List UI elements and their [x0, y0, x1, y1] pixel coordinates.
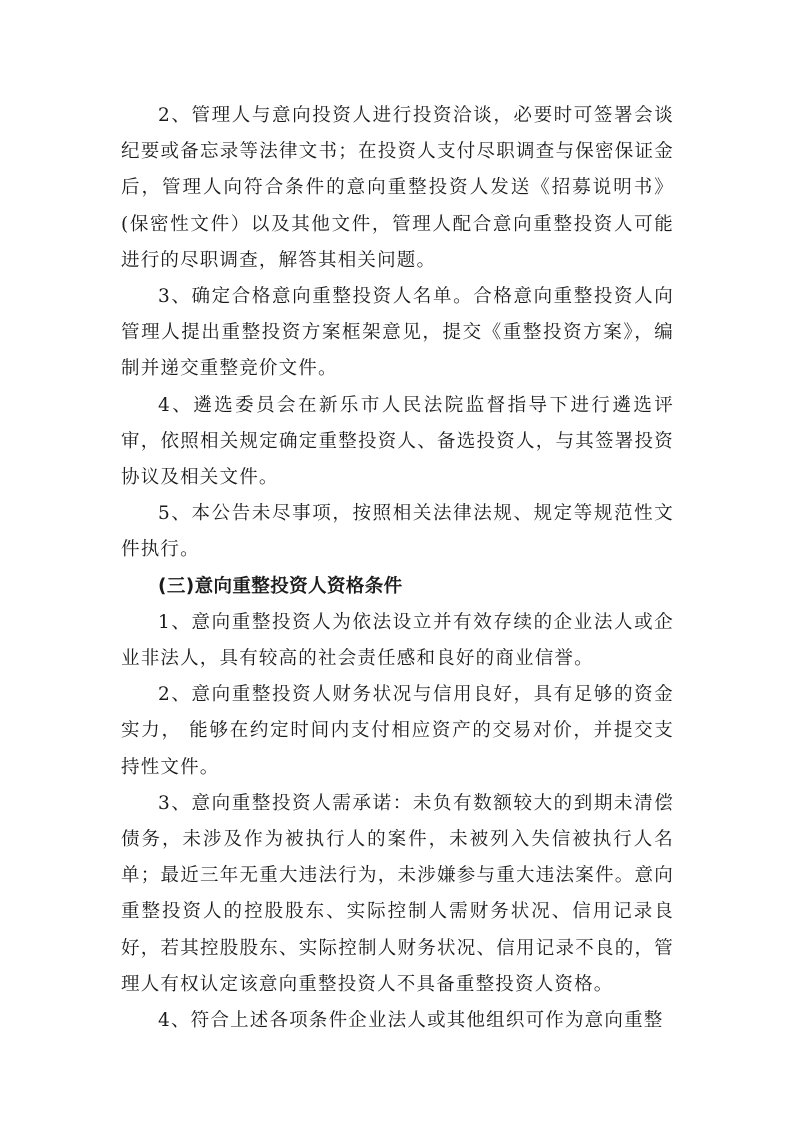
section-heading: (三)意向重整投资人资格条件 [158, 575, 403, 597]
qualification-item-3: 3、意向重整投资人需承诺：未负有数额较大的到期未清偿债务，未涉及作为被执行人的案件，未被列入失信被执行人名单；最近三年无重大违法行为，未涉嫌参与重大违法案件。意向重整投资人的控股股东、实际控制人需财务状况、信用记录良好，若其控股股东、实际控制人财务状况、信用记录不良的，管理人有权认定该意向重整投资人不具备重整投资人资格。 [121, 792, 674, 995]
paragraph-item-2: 2、管理人与意向投资人进行投资洽谈，必要时可签署会谈纪要或备忘录等法律文书；在投资人支付尽职调查与保密保证金后，管理人向符合条件的意向重整投资人发送《招募说明书》(保密性文件）以及其他文件，管理人配合意向重整投资人可能进行的尽职调查，解答其相关问题。 [121, 105, 674, 271]
document-body [121, 98, 674, 1039]
paragraph-item-4: 4、遴选委员会在新乐市人民法院监督指导下进行遴选评审，依照相关规定确定重整投资人、备选投资人，与其签署投资协议及相关文件。 [121, 394, 674, 489]
qualification-item-1: 1、意向重整投资人为依法设立并有效存续的企业法人或企业非法人，具有较高的社会责任感和良好的商业信誉。 [121, 611, 674, 670]
qualification-item-4: 4、符合上述各项条件企业法人或其他组织可作为意向重整 [158, 1010, 664, 1032]
qualification-item-2: 2、意向重整投资人财务状况与信用良好，具有足够的资金实力， 能够在约定时间内支付相应资产的交易对价，并提交支持性文件。 [121, 684, 674, 778]
paragraph-item-3: 3、确定合格意向重整投资人名单。合格意向重整投资人向管理人提出重整投资方案框架意见，提交《重整投资方案》，编制并递交重整竞价文件。 [121, 286, 674, 380]
paragraph-item-5: 5、本公告未尽事项，按照相关法律法规、规定等规范性文件执行。 [121, 503, 674, 561]
